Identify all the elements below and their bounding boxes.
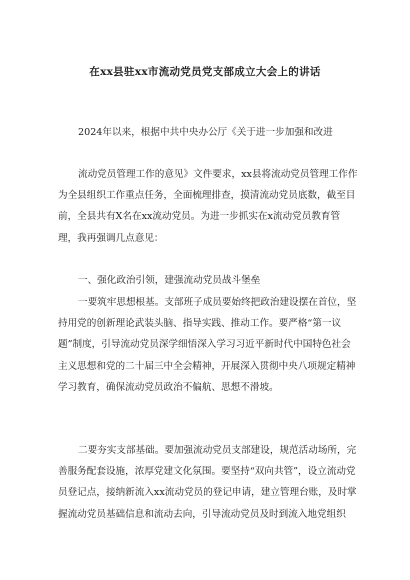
document-title: 在xx县驻xx市流动党员党支部成立大会上的讲话 (89, 66, 321, 78)
section-heading-1: 一、强化政治引领，建强流动党员战斗堡垒 (78, 275, 261, 286)
paragraph-intro-1: 2024年以来，根据中共中央办公厅《关于进一步加强和改进 (78, 127, 333, 138)
paragraph-point-1: 一要筑牢思想根基。支部班子成员要始终把政治建设摆在首位，坚持用党的创新理论武装头脑、指导实践、推动工作。要严格“第一议题”制度，引导流动党员深学细悟深入学习习近平新时代中国特色社会主义思想和党的二十届三中全会精神，开展深入贯彻中央八项规定精神学习教育，确保流动党员政治不偏航、思想不滑坡。 (58, 297, 357, 393)
paragraph-intro-2: 流动党员管理工作的意见》文件要求，xx县将流动党员管理工作作为全县组织工作重点任务，全面梳理排查，摸清流动党员底数，截至目前，全县共有X名在xx流动党员。为进一步抓实在x流动党员教育管理，我再强调几点意见： (58, 169, 358, 244)
paragraph-point-2: 二要夯实支部基础。要加强流动党员支部建设，规范活动场所，完善服务配套设施，浓厚党建文化氛围。要坚持“双向共管”，设立流动党员登记点，接纳新流入xx流动党员的登记申请，建立管理台账，及时掌握流动党员基础信息和流动去向，引导流动党员及时到流入地党组织 (58, 445, 357, 520)
